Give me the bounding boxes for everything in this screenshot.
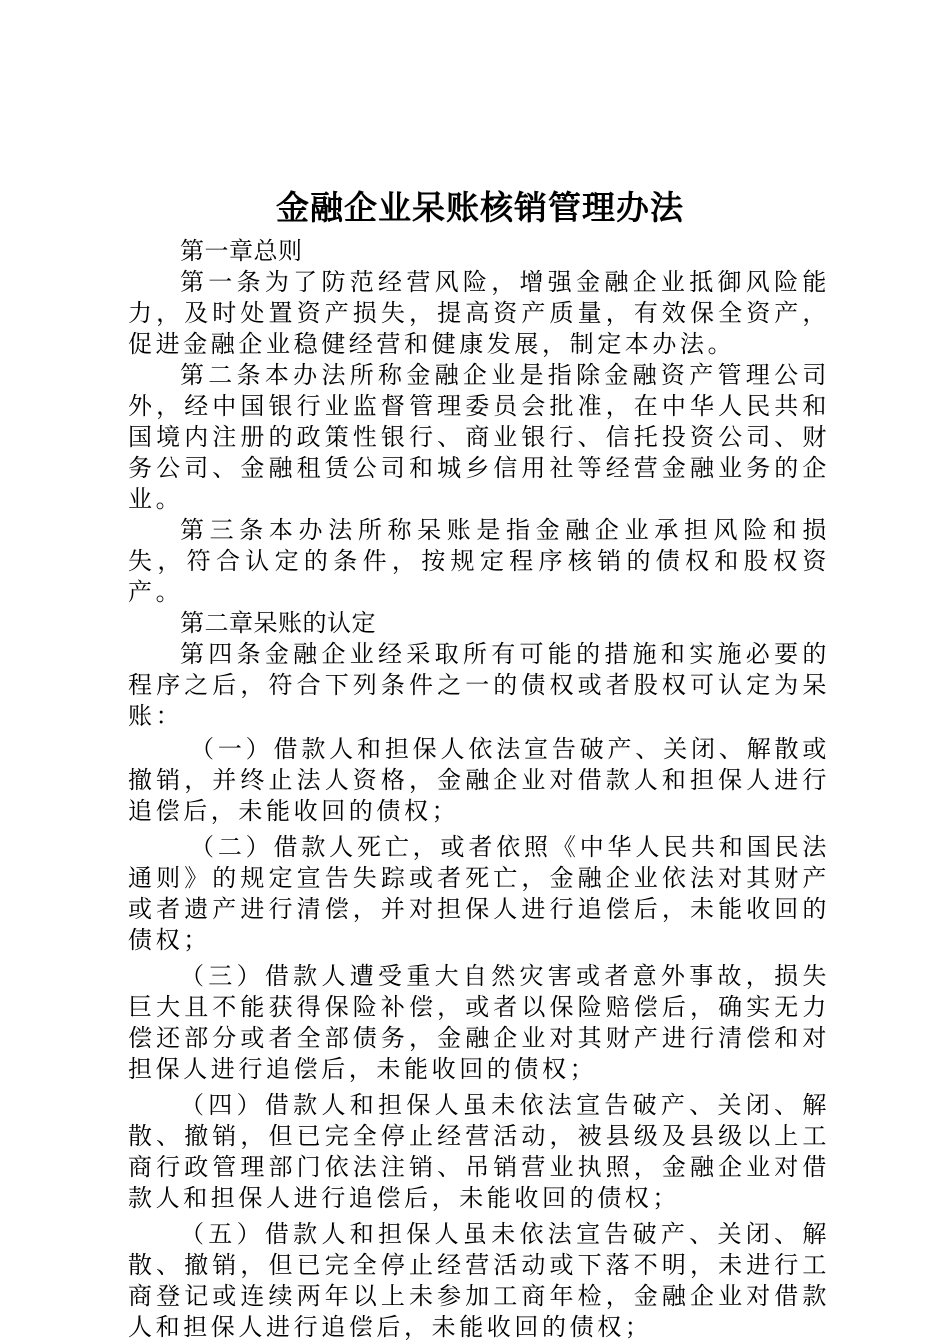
document-page (128, 180, 830, 1343)
document-title: 金融企业呆账核销管理办法 (276, 188, 684, 227)
clause-item-3: （三）借款人遭受重大自然灾害或者意外事故，损失巨大且不能获得保险补偿，或者以保险赔偿后，确实无力偿还部分或者全部债务，金融企业对其财产进行清偿和对担保人进行追偿后，未能收回的债权； (128, 962, 830, 1083)
article-1: 第一条为了防范经营风险，增强金融企业抵御风险能力，及时处置资产损失，提高资产质量，有效保全资产，促进金融企业稳健经营和健康发展，制定本办法。 (128, 268, 830, 358)
chapter-heading-2: 第二章呆账的认定 (180, 609, 376, 637)
clause-item-2: （二）借款人死亡，或者依照《中华人民共和国民法通则》的规定宣告失踪或者死亡，金融企业依法对其财产或者遗产进行清偿，并对担保人进行追偿后，未能收回的债权； (128, 833, 830, 954)
clause-item-5: （五）借款人和担保人虽未依法宣告破产、关闭、解散、撤销，但已完全停止经营活动或下落不明，未进行工商登记或连续两年以上未参加工商年检，金融企业对借款人和担保人进行追偿后，未能收回的债权； (128, 1220, 830, 1341)
article-2: 第二条本办法所称金融企业是指除金融资产管理公司外，经中国银行业监督管理委员会批准，在中华人民共和国境内注册的政策性银行、商业银行、信托投资公司、财务公司、金融租赁公司和城乡信用社等经营金融业务的企业。 (128, 361, 830, 513)
clause-item-1: （一）借款人和担保人依法宣告破产、关闭、解散或撤销，并终止法人资格，金融企业对借款人和担保人进行追偿后，未能收回的债权； (128, 735, 830, 825)
chapter-heading-1: 第一章总则 (180, 237, 303, 265)
clause-item-4: （四）借款人和担保人虽未依法宣告破产、关闭、解散、撤销，但已完全停止经营活动，被县级及县级以上工商行政管理部门依法注销、吊销营业执照，金融企业对借款人和担保人进行追偿后，未能收回的债权； (128, 1091, 830, 1212)
article-4: 第四条金融企业经采取所有可能的措施和实施必要的程序之后，符合下列条件之一的债权或者股权可认定为呆账： (128, 640, 830, 730)
article-3: 第三条本办法所称呆账是指金融企业承担风险和损失，符合认定的条件，按规定程序核销的债权和股权资产。 (128, 516, 830, 606)
